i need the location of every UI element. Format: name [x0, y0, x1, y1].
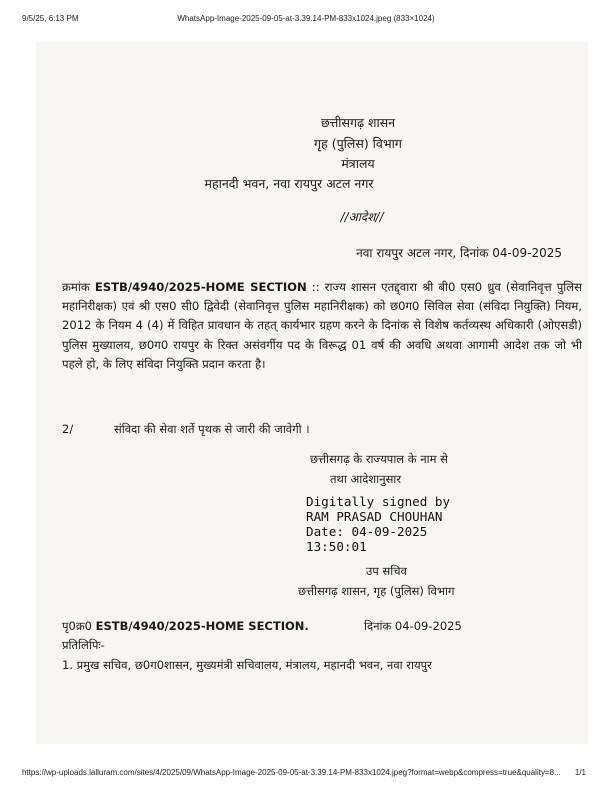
paragraph-2-text: संविदा की सेवा शर्ते पृथक से जारी की जावेगी । [114, 422, 310, 436]
authority-line-2: तथा आदेशानुसार [330, 472, 402, 486]
letterhead-address: महानदी भवन, नवा रायपुर अटल नगर [204, 176, 374, 191]
order-title: //आदेश// [340, 210, 384, 224]
order-ref-number: ESTB/4940/2025-HOME SECTION [94, 280, 307, 294]
designation-title: उप सचिव [366, 564, 407, 578]
endorsement-ref [62, 619, 309, 634]
print-url: https://wp-uploads.lalluram.com/sites/4/2025/09/WhatsApp-Image-2025-09-05-at-3.39.14-PM-833x1024.jpeg?format=webp&compress=true&quality=8... [22, 768, 561, 777]
paragraph-2-number: 2/ [62, 422, 74, 436]
print-title: WhatsApp-Image-2025-09-05-at-3.39.14-PM-833x1024.jpeg (833×1024) [177, 14, 435, 23]
copy-item-1: 1. प्रमुख सचिव, छ0ग0शासन, मुख्यमंत्री सचिवालय, मंत्रालय, महानदी भवन, नवा रायपुर [62, 658, 432, 672]
order-ref-prefix: क्रमांक [62, 280, 95, 294]
digital-signature-block [306, 494, 450, 554]
scanned-order-document [36, 42, 588, 744]
endorsement-ref-number: ESTB/4940/2025-HOME SECTION. [95, 619, 309, 633]
signature-label: Digitally signed by [306, 494, 451, 509]
signature-date: Date: 04-09-2025 [306, 524, 428, 539]
order-paragraph-1 [62, 278, 582, 374]
endorsement-ref-prefix: पृ0क्र0 [62, 619, 96, 633]
order-paragraph-text: :: राज्य शासन एतद्द्वारा श्री बी0 एस0 ध्रुव (सेवानिवृत्त पुलिस महानिरीक्षक) एवं श्री एस0 सी0 द्विवेदी (सेवानिवृत्त पुलिस महानिरीक्षक) को छ0ग0 सिविल सेवा (संविदा नियुक्ति) नियम, 2012 के नियम 4 (4) में विहित प्रावधान के तहत् कार्यभार ग्रहण करने के दिनांक से विशेष कर्तव्यस्थ अधिकारी (ओएसडी) पुलिस मुख्यालय, छ0ग0 रायपुर के रिक्त असंवर्गीय पद के विरूद्ध 01 वर्ष की अवधि अथवा आगामी आदेश तक जो भी पहले हो, के लिए संविदा नियुक्ति प्रदान करता है। [62, 280, 582, 371]
letterhead-department: गृह (पुलिस) विभाग [314, 136, 402, 151]
signature-time: 13:50:01 [306, 539, 367, 554]
designation-department: छत्तीसगढ़ शासन, गृह (पुलिस) विभाग [298, 584, 455, 598]
letterhead-government: छत्तीसगढ़ शासन [320, 115, 396, 130]
place-date: नवा रायपुर अटल नगर, दिनांक 04-09-2025 [356, 246, 562, 260]
print-datetime: 9/5/25, 6:13 PM [22, 14, 79, 23]
letterhead-ministry: मंत्रालय [341, 156, 375, 171]
endorsement-date: दिनांक 04-09-2025 [364, 619, 462, 633]
copy-heading: प्रतिलिपिः- [62, 638, 105, 652]
print-page-number: 1/1 [574, 768, 586, 777]
authority-line-1: छत्तीसगढ़ के राज्यपाल के नाम से [310, 452, 448, 466]
signatory-name: RAM PRASAD CHOUHAN [306, 509, 443, 524]
